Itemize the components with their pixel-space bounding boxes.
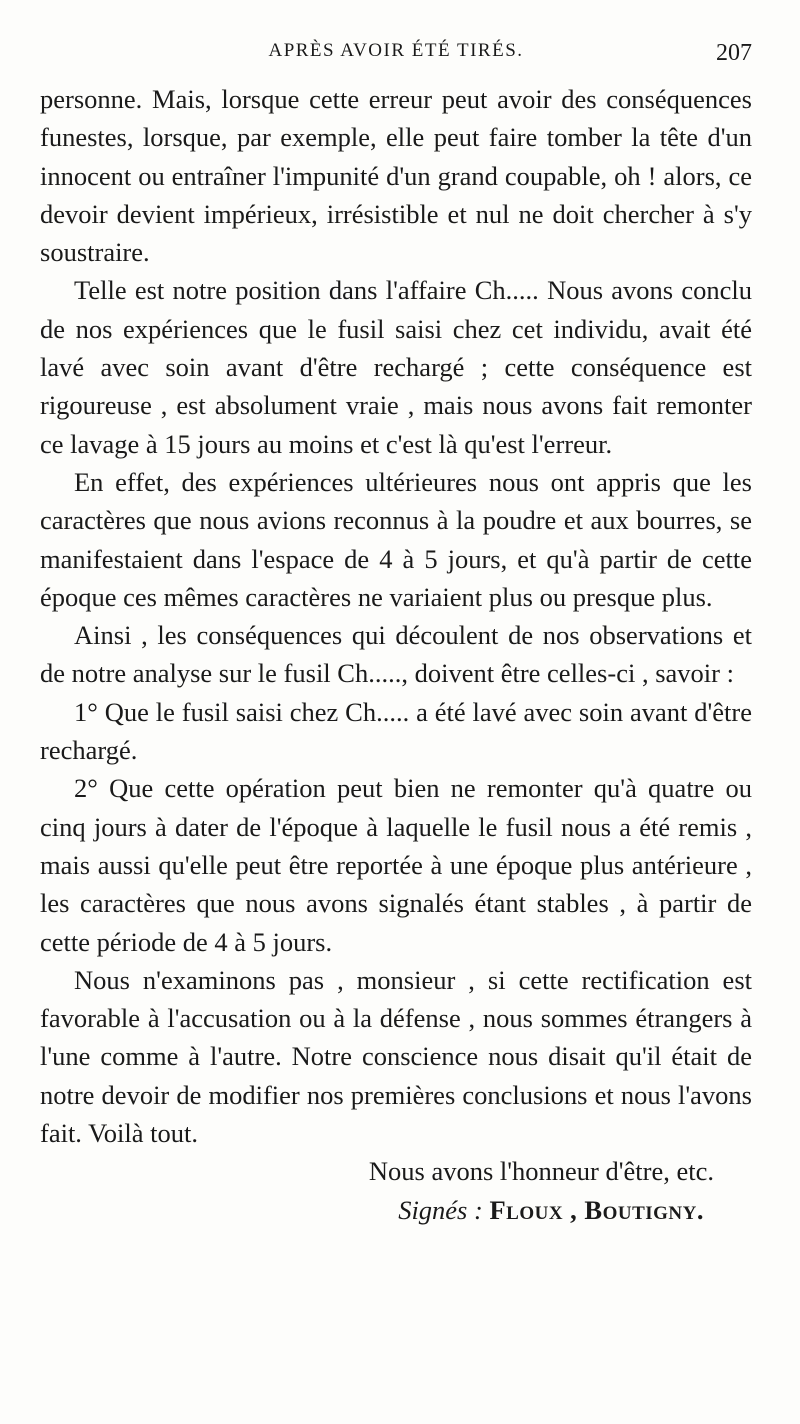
running-title: APRÈS AVOIR ÉTÉ TIRÉS. [268, 40, 524, 61]
paragraph-continuation: personne. Mais, lorsque cette erreur peut avoir des conséquences funestes, lorsque, par exemple, elle peut faire tomber la tête d'un innocent ou entraîner l'impunité d'un grand coupable, oh ! alors, ce devoir devient impérieux, irrésistible et nul ne doit chercher à s'y soustraire. [40, 84, 752, 268]
numbered-point-1: 1° Que le fusil saisi chez Ch..... a été lavé avec soin avant d'être rechargé. [40, 696, 752, 766]
paragraph-further-experiments: En effet, des expériences ultérieures nous ont appris que les caractères que nous avions reconnus à la poudre et aux bourres, se manifestaient dans l'espace de 4 à 5 jours, et qu'à partir de cette époque ces mêmes caractères ne variaient plus ou presque plus. [40, 466, 752, 612]
signed-label: Signés : [398, 1194, 483, 1225]
page-number: 207 [716, 40, 752, 66]
closing-salutation: Nous avons l'honneur d'être, etc. [368, 1156, 714, 1187]
paragraph-position: Telle est notre position dans l'affaire Ch..... Nous avons conclu de nos expériences que le fusil saisi chez cet individu, avait été lavé avec soin avant d'être rechargé ; cette conséquence est rigoureuse , est absolument vraie , mais nous avons fait remonter ce lavage à 15 jours au moins et c'est là qu'est l'erreur. [40, 275, 752, 459]
numbered-point-2: 2° Que cette opération peut bien ne remonter qu'à quatre ou cinq jours à dater de l'époque à laquelle le fusil nous a été remis , mais aussi qu'elle peut être reportée à une époque plus antérieure , les caractères que nous avons signalés étant stables , à partir de cette période de 4 à 5 jours. [40, 773, 752, 957]
body-text [40, 80, 752, 1229]
signature-line [40, 1191, 752, 1229]
paragraph-consequences: Ainsi , les conséquences qui découlent de nos observations et de notre analyse sur le fusil Ch....., doivent être celles-ci , savoir : [40, 620, 752, 689]
signatories: Floux , Boutigny. [489, 1194, 704, 1225]
running-head [40, 40, 752, 72]
paragraph-conclusion: Nous n'examinons pas , monsieur , si cette rectification est favorable à l'accusation ou à la défense , nous sommes étrangers à l'une comme à l'autre. Notre conscience nous disait qu'il était de notre devoir de modifier nos premières conclusions et nous l'avons fait. Voilà tout. [40, 964, 752, 1149]
